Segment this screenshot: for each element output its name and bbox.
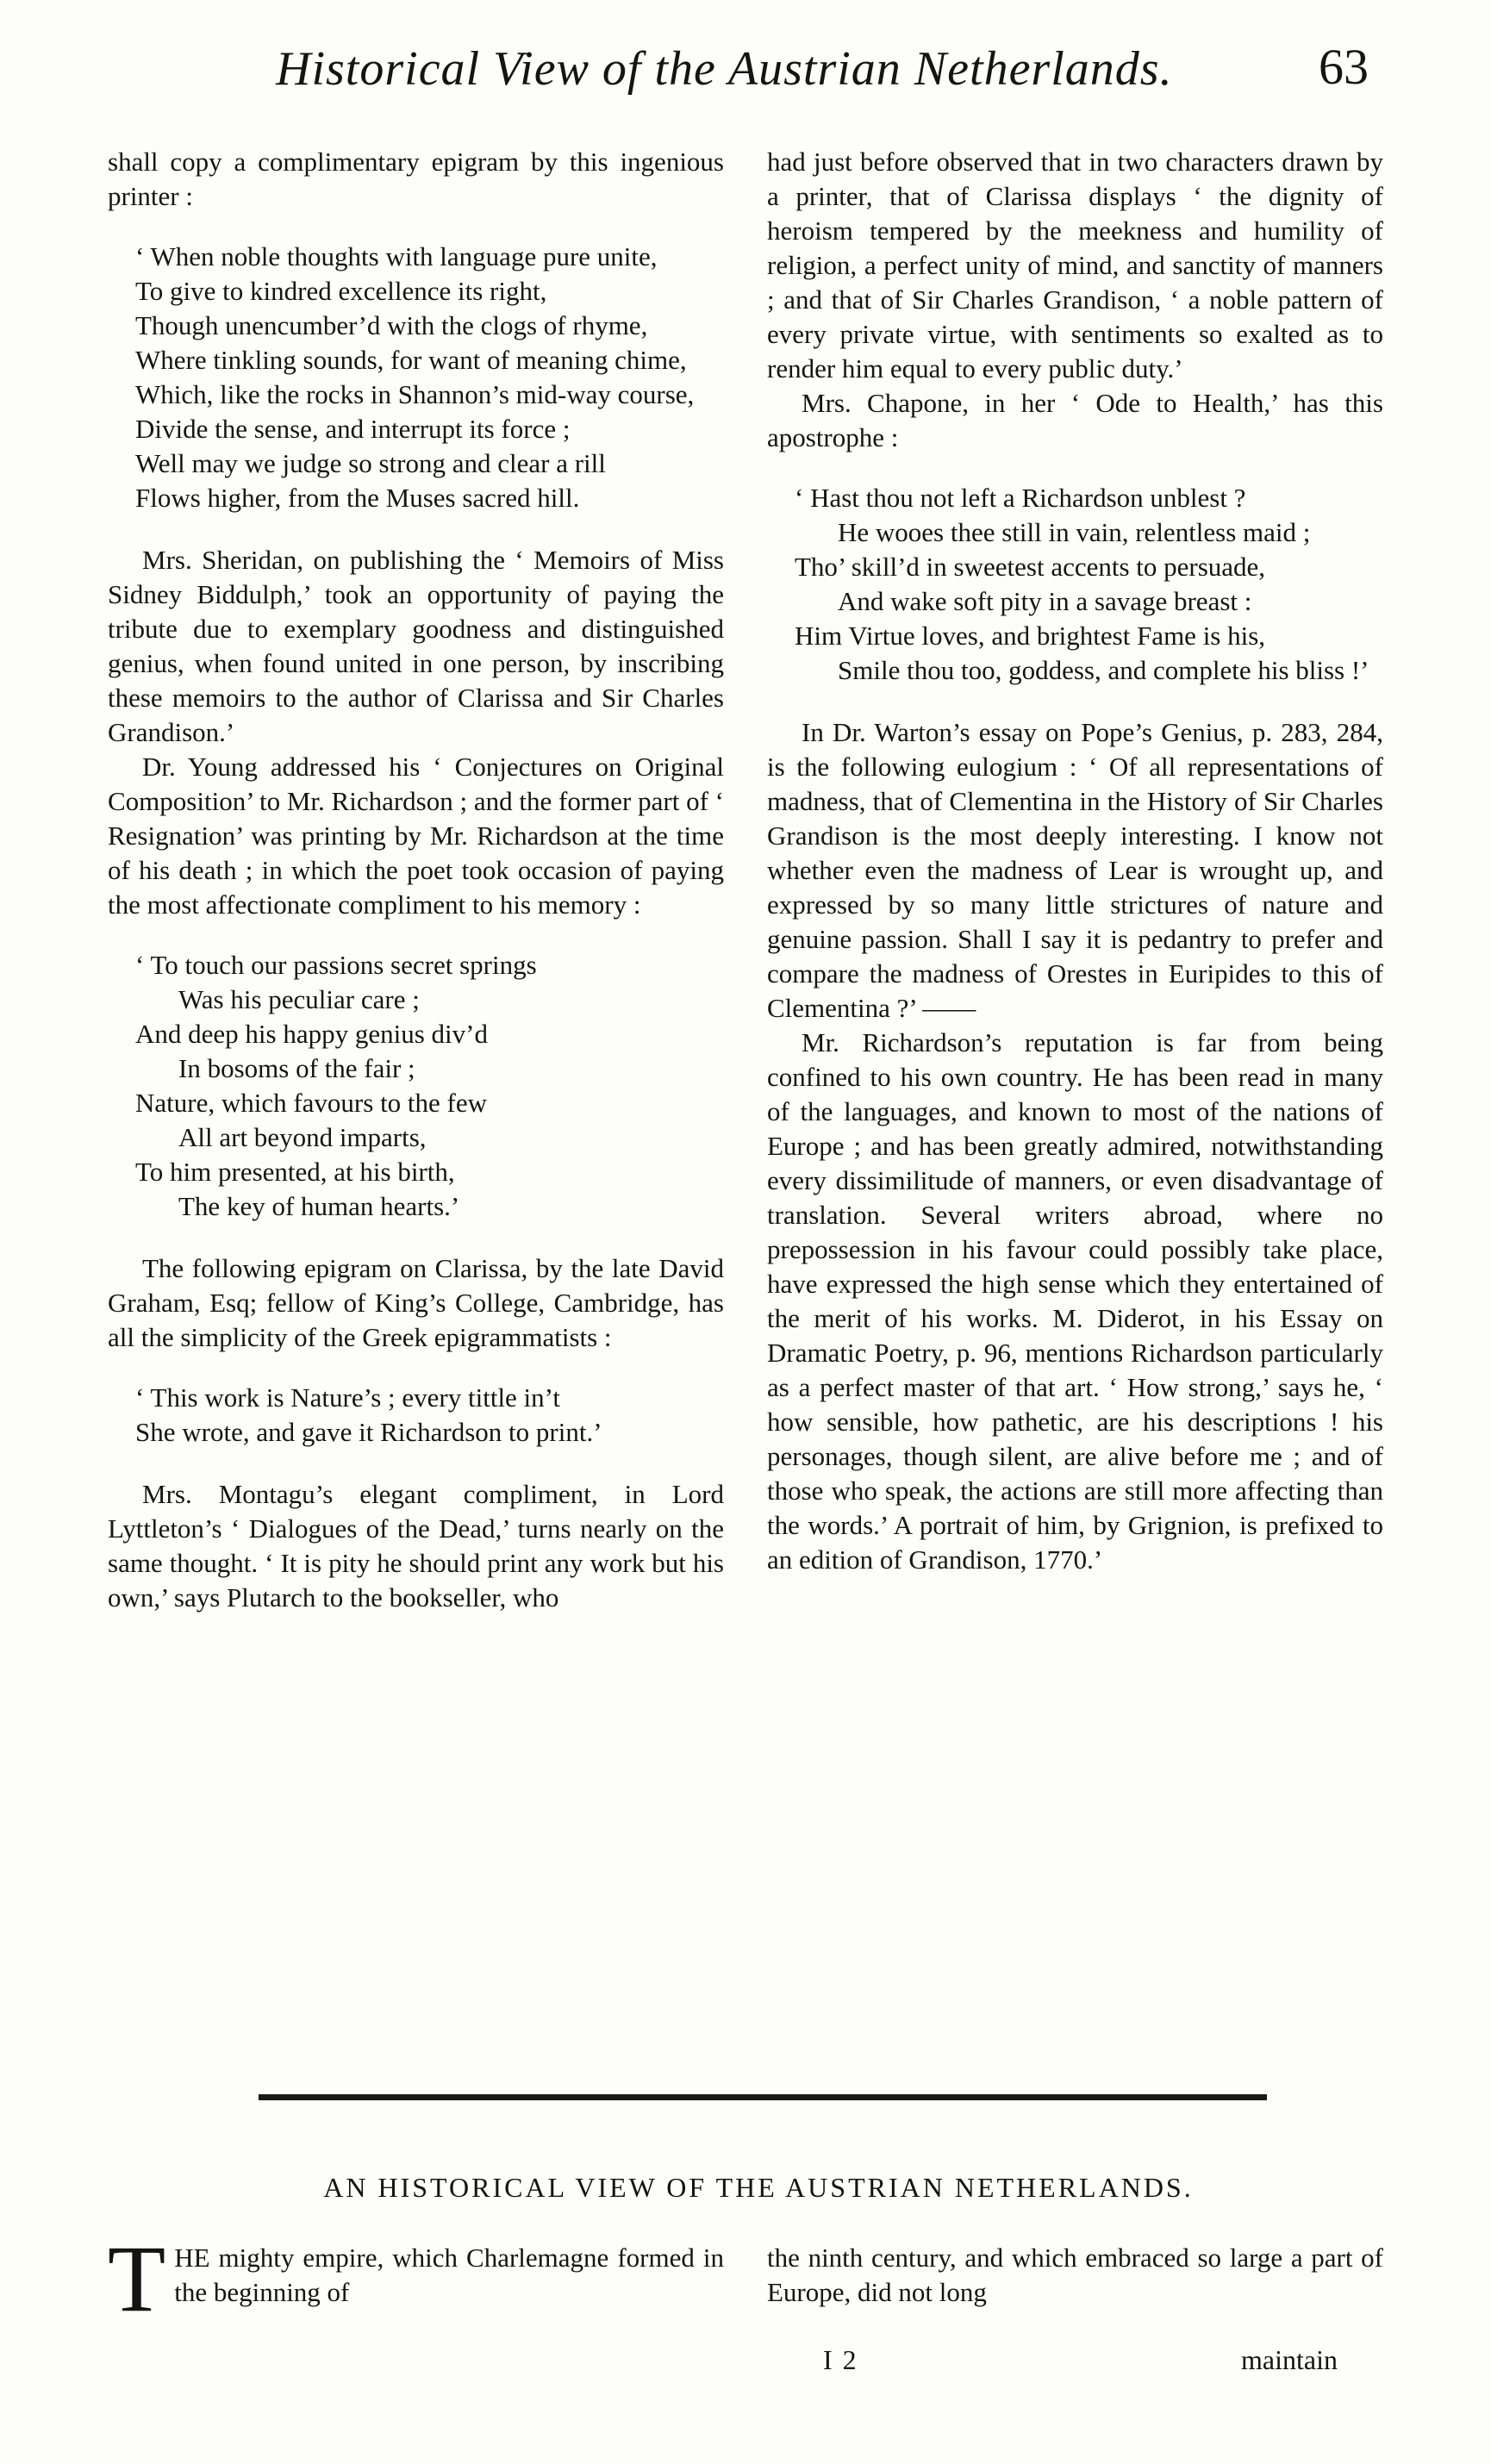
- verse-line: ‘ To touch our passions secret springs: [135, 950, 537, 980]
- paragraph-reputation: Mr. Richardson’s reputation is far from being confined to his own country. He has been read in many of the languages, and known to most of the nations of Europe ; and has been greatly admired, notwithstanding every dissimilitude of manners, or even disadvantage of translation. Several writers abroad, where no prepossession in his favour could possibly take place, have expressed the high sense which they entertained of the merit of his works. M. Diderot, in his Essay on Dramatic Poetry, p. 96, mentions Richardson particularly as a perfect master of that art. ‘ How strong,’ says he, ‘ how sensible, how pathetic, are his descriptions ! his personages, though silent, are alive before me ; and of those who speak, the actions are still more affecting than the words.’ A portrait of him, by Grignion, is prefixed to an edition of Grandison, 1770.’: [767, 1027, 1383, 1575]
- paragraph-continued: had just before observed that in two characters drawn by a printer, that of Clarissa displays ‘ the dignity of heroism tempered by the meekness and humility of religion, a perfect unity of mind, and sanctity of manners ; and that of Sir Charles Grandison, ‘ a noble pattern of every private virtue, with sentiments so exalted as to render him equal to every public duty.’: [767, 147, 1383, 384]
- left-column: [108, 145, 724, 1615]
- verse-line: Which, like the rocks in Shannon’s mid-way course,: [135, 379, 695, 409]
- verse-line: Tho’ skill’d in sweetest accents to persuade,: [795, 552, 1266, 582]
- running-head: [276, 41, 1388, 97]
- verse-line: Flows higher, from the Muses sacred hill.: [135, 483, 580, 513]
- clarissa-epigram: [108, 1381, 724, 1450]
- drop-cap: T: [108, 2226, 166, 2331]
- resignation-poem: [108, 948, 724, 1224]
- verse-line: She wrote, and gave it Richardson to print.’: [135, 1417, 602, 1447]
- verse-line: To give to kindred excellence its right,: [135, 276, 547, 306]
- verse-line: ‘ This work is Nature’s ; every tittle in’t: [135, 1382, 561, 1413]
- verse-line: And deep his happy genius div’d: [135, 1019, 488, 1049]
- epigram-poem: [108, 240, 724, 515]
- paragraph-sheridan: Mrs. Sheridan, on publishing the ‘ Memoirs of Miss Sidney Biddulph,’ took an opportunity of paying the tribute due to exemplary goodness and distinguished genius, when found united in one person, by inscribing these memoirs to the author of Clarissa and Sir Charles Grandison.’: [108, 545, 724, 747]
- paragraph-chapone: Mrs. Chapone, in her ‘ Ode to Health,’ has this apostrophe :: [767, 388, 1383, 452]
- verse-line: Divide the sense, and interrupt its force ;: [135, 414, 571, 444]
- paragraph-graham: The following epigram on Clarissa, by the late David Graham, Esq; fellow of King’s College, Cambridge, has all the simplicity of the Greek epigrammatists :: [108, 1253, 724, 1352]
- verse-line: All art beyond imparts,: [178, 1122, 427, 1152]
- section-divider-rule: [259, 2094, 1267, 2100]
- verse-line: ‘ When noble thoughts with language pure unite,: [135, 241, 658, 271]
- verse-line: ‘ Hast thou not left a Richardson unblest ?: [795, 483, 1246, 513]
- verse-line: He wooes thee still in vain, relentless maid ;: [838, 517, 1311, 547]
- right-column: [767, 145, 1383, 1577]
- ode-to-health-poem: [767, 481, 1383, 688]
- section-title: AN HISTORICAL VIEW OF THE AUSTRIAN NETHERLANDS.: [323, 2172, 1194, 2203]
- section-continuation-text: the ninth century, and which embraced so large a part of Europe, did not long: [767, 2243, 1383, 2307]
- intro-paragraph: shall copy a complimentary epigram by this ingenious printer :: [108, 147, 724, 211]
- signature-mark: I 2: [823, 2344, 858, 2375]
- verse-line: Nature, which favours to the few: [135, 1088, 488, 1118]
- paragraph-young: Dr. Young addressed his ‘ Conjectures on Original Composition’ to Mr. Richardson ; and the former part of ‘ Resignation’ was printing by Mr. Richardson at the time of his death ; in which the poet took occasion of paying the most affectionate compliment to his memory :: [108, 752, 724, 920]
- running-title: Historical View of the Austrian Netherlands.: [276, 42, 1173, 96]
- paragraph-warton: In Dr. Warton’s essay on Pope’s Genius, p. 283, 284, is the following eulogium : ‘ Of all representations of madness, that of Clementina in the History of Sir Charles Grandison is the most deeply interesting. I know not whether even the madness of Lear is wrought up, and expressed by so many little strictures of nature and genuine passion. Shall I say it is pedantry to prefer and compare the madness of Orestes in Euripides to this of Clementina ?’ ——: [767, 717, 1383, 1023]
- verse-line: Smile thou too, goddess, and complete his bliss !’: [838, 655, 1369, 685]
- catchword: maintain: [1241, 2344, 1338, 2375]
- verse-line: And wake soft pity in a savage breast :: [838, 586, 1252, 616]
- page-number: 63: [1319, 39, 1369, 95]
- section-opening-text: HE mighty empire, which Charlemagne formed in the beginning of: [174, 2243, 724, 2307]
- verse-line: Where tinkling sounds, for want of meaning chime,: [135, 345, 687, 375]
- verse-line: To him presented, at his birth,: [135, 1157, 455, 1187]
- section-body-right: [767, 2241, 1383, 2310]
- verse-line: Though unencumber’d with the clogs of rhyme,: [135, 310, 648, 340]
- verse-line: Was his peculiar care ;: [178, 984, 420, 1014]
- verse-line: Well may we judge so strong and clear a rill: [135, 448, 606, 478]
- verse-line: In bosoms of the fair ;: [178, 1053, 415, 1083]
- paragraph-montagu: Mrs. Montagu’s elegant compliment, in Lord Lyttleton’s ‘ Dialogues of the Dead,’ turns nearly on the same thought. ‘ It is pity he should print any work but his own,’ says Plutarch to the bookseller, who: [108, 1479, 724, 1613]
- section-body-left: [108, 2226, 724, 2331]
- verse-line: The key of human hearts.’: [178, 1191, 460, 1221]
- verse-line: Him Virtue loves, and brightest Fame is his,: [795, 621, 1266, 651]
